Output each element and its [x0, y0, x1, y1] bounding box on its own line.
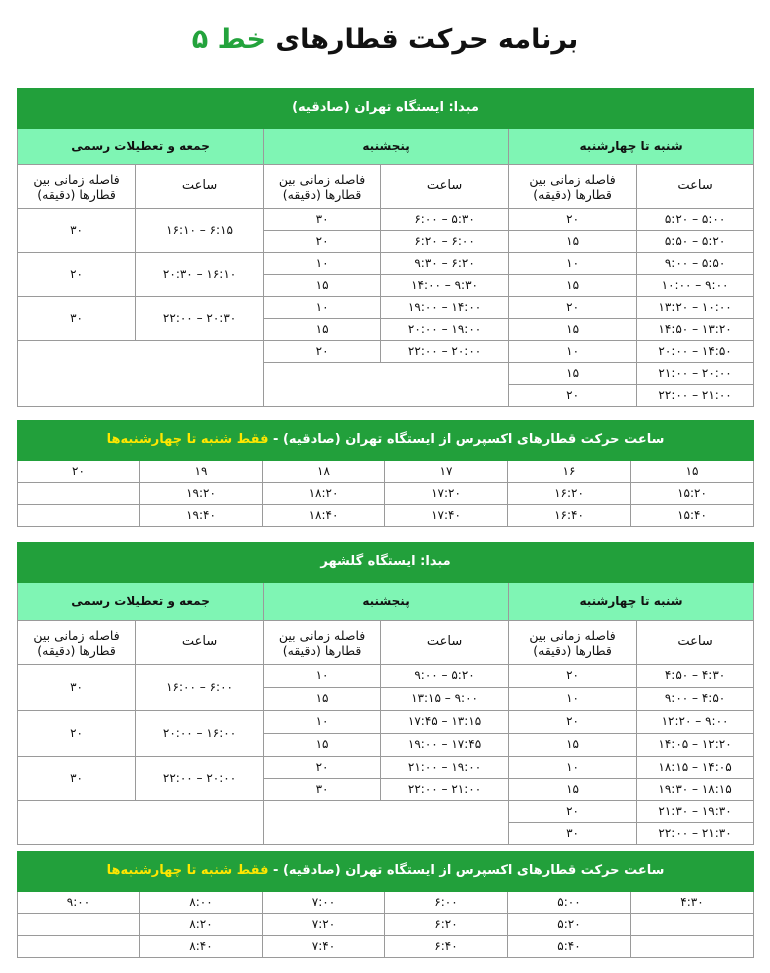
thursday-interval: ۳۰	[264, 779, 381, 801]
thursday-interval: ۲۰	[264, 757, 381, 779]
thursday-time: ۲۰:۰۰ – ۲۲:۰۰	[381, 341, 509, 363]
express-table-sadeghieh-1	[17, 420, 754, 527]
thursday-interval: ۲۰	[264, 341, 381, 363]
weekday-interval: ۱۵	[509, 231, 637, 253]
weekday-interval: ۱۵	[509, 363, 637, 385]
weekday-interval: ۲۰	[509, 297, 637, 319]
thursday-time: ۱۹:۰۰ – ۲۰:۰۰	[381, 319, 509, 341]
thursday-time: ۱۳:۱۵ – ۱۷:۴۵	[381, 711, 509, 734]
weekday-time: ۲۱:۳۰ – ۲۲:۰۰	[637, 823, 754, 845]
express-time-cell: ۷:۰۰	[263, 892, 385, 914]
express-time-cell	[18, 914, 140, 936]
thursday-interval: ۱۵	[264, 319, 381, 341]
column-header-time: ساعت	[637, 165, 754, 209]
express-time-cell: ۱۵:۴۰	[631, 505, 754, 527]
express-time-cell	[631, 914, 754, 936]
express-time-cell: ۱۷:۴۰	[385, 505, 508, 527]
title-line-number: خط ۵	[191, 24, 266, 55]
weekday-interval: ۲۰	[509, 385, 637, 407]
express-row	[18, 914, 754, 936]
weekday-time: ۹:۰۰ – ۱۲:۲۰	[637, 711, 754, 734]
weekday-interval: ۲۰	[509, 711, 637, 734]
holiday-time: ۲۰:۳۰ – ۲۲:۰۰	[136, 297, 264, 341]
express-header	[18, 421, 754, 461]
express-header-note: فقط شنبه تا چهارشنبه‌ها	[106, 863, 269, 879]
thursday-time: ۲۱:۰۰ – ۲۲:۰۰	[381, 779, 509, 801]
column-header-row	[18, 621, 754, 665]
express-header	[18, 852, 754, 892]
weekday-time: ۱۳:۲۰ – ۱۴:۵۰	[637, 319, 754, 341]
weekday-interval: ۲۰	[509, 665, 637, 688]
weekday-interval: ۱۰	[509, 341, 637, 363]
schedule-table-sadeghieh	[17, 88, 754, 407]
thursday-interval: ۱۰	[264, 711, 381, 734]
table-row	[18, 253, 754, 275]
express-time-cell: ۱۹:۲۰	[140, 483, 263, 505]
thursday-interval: ۱۵	[264, 734, 381, 757]
express-time-cell	[631, 936, 754, 958]
express-time-cell: ۵:۴۰	[508, 936, 631, 958]
column-header-time: ساعت	[136, 621, 264, 665]
column-header-interval: فاصله زمانی بین قطارها (دقیقه)	[18, 621, 136, 665]
table-row	[18, 801, 754, 823]
express-time-cell: ۸:۴۰	[140, 936, 263, 958]
express-time-cell: ۱۷	[385, 461, 508, 483]
express-time-cell: ۵:۲۰	[508, 914, 631, 936]
holiday-empty-cell	[18, 341, 264, 407]
thursday-time: ۹:۳۰ – ۱۴:۰۰	[381, 275, 509, 297]
column-header-interval: فاصله زمانی بین قطارها (دقیقه)	[509, 621, 637, 665]
holiday-interval: ۳۰	[18, 757, 136, 801]
weekday-time: ۵:۵۰ – ۹:۰۰	[637, 253, 754, 275]
express-time-cell: ۸:۲۰	[140, 914, 263, 936]
thursday-time: ۵:۲۰ – ۹:۰۰	[381, 665, 509, 688]
express-time-cell: ۴:۳۰	[631, 892, 754, 914]
weekday-time: ۴:۳۰ – ۴:۵۰	[637, 665, 754, 688]
weekday-interval: ۲۰	[509, 209, 637, 231]
thursday-empty-cell	[264, 801, 509, 845]
table-row	[18, 341, 754, 363]
thursday-interval: ۲۰	[264, 231, 381, 253]
express-time-cell: ۱۹:۴۰	[140, 505, 263, 527]
column-header-time: ساعت	[637, 621, 754, 665]
schedule-table-golshahr	[17, 542, 754, 845]
column-header-interval: فاصله زمانی بین قطارها (دقیقه)	[264, 621, 381, 665]
weekday-time: ۱۰:۰۰ – ۱۳:۲۰	[637, 297, 754, 319]
thursday-time: ۶:۲۰ – ۹:۳۰	[381, 253, 509, 275]
weekday-time: ۹:۰۰ – ۱۰:۰۰	[637, 275, 754, 297]
table-row	[18, 757, 754, 779]
section-header-row	[18, 89, 754, 129]
weekday-interval: ۱۵	[509, 275, 637, 297]
holiday-time: ۱۶:۱۰ – ۲۰:۳۰	[136, 253, 264, 297]
express-time-cell: ۷:۲۰	[263, 914, 385, 936]
express-row	[18, 936, 754, 958]
weekday-interval: ۱۵	[509, 319, 637, 341]
table-row	[18, 665, 754, 688]
thursday-interval: ۱۰	[264, 297, 381, 319]
weekday-time: ۱۴:۰۵ – ۱۸:۱۵	[637, 757, 754, 779]
thursday-time: ۱۴:۰۰ – ۱۹:۰۰	[381, 297, 509, 319]
column-header-interval: فاصله زمانی بین قطارها (دقیقه)	[509, 165, 637, 209]
table-row	[18, 209, 754, 231]
holiday-interval: ۳۰	[18, 297, 136, 341]
express-time-cell: ۹:۰۰	[18, 892, 140, 914]
weekday-interval: ۲۰	[509, 801, 637, 823]
express-time-cell: ۱۸:۴۰	[263, 505, 385, 527]
table-row	[18, 711, 754, 734]
express-row	[18, 483, 754, 505]
express-time-cell: ۲۰	[18, 461, 140, 483]
section-header: مبدا: ایستگاه گلشهر	[18, 543, 754, 583]
table-row	[18, 297, 754, 319]
holiday-time: ۶:۰۰ – ۱۶:۰۰	[136, 665, 264, 711]
weekday-time: ۵:۲۰ – ۵:۵۰	[637, 231, 754, 253]
express-time-cell: ۱۸:۲۰	[263, 483, 385, 505]
express-row	[18, 461, 754, 483]
weekday-interval: ۱۰	[509, 253, 637, 275]
weekday-time: ۱۲:۲۰ – ۱۴:۰۵	[637, 734, 754, 757]
express-header-note: فقط شنبه تا چهارشنبه‌ها	[106, 432, 269, 448]
thursday-time: ۱۹:۰۰ – ۲۱:۰۰	[381, 757, 509, 779]
weekday-time: ۲۱:۰۰ – ۲۲:۰۰	[637, 385, 754, 407]
weekday-interval: ۱۵	[509, 734, 637, 757]
express-time-cell	[18, 483, 140, 505]
express-table-sadeghieh-2	[17, 851, 754, 958]
express-time-cell: ۱۷:۲۰	[385, 483, 508, 505]
weekday-interval: ۱۵	[509, 779, 637, 801]
weekday-interval: ۱۰	[509, 688, 637, 711]
express-time-cell: ۵:۰۰	[508, 892, 631, 914]
weekday-time: ۱۴:۵۰ – ۲۰:۰۰	[637, 341, 754, 363]
group-header-row	[18, 129, 754, 165]
group-header-thursday: پنجشنبه	[264, 583, 509, 621]
group-header-thursday: پنجشنبه	[264, 129, 509, 165]
column-header-interval: فاصله زمانی بین قطارها (دقیقه)	[264, 165, 381, 209]
thursday-interval: ۱۵	[264, 688, 381, 711]
express-time-cell: ۱۹	[140, 461, 263, 483]
holiday-time: ۱۶:۰۰ – ۲۰:۰۰	[136, 711, 264, 757]
express-time-cell: ۶:۴۰	[385, 936, 508, 958]
express-time-cell: ۱۶:۲۰	[508, 483, 631, 505]
holiday-time: ۲۰:۰۰ – ۲۲:۰۰	[136, 757, 264, 801]
thursday-time: ۹:۰۰ – ۱۳:۱۵	[381, 688, 509, 711]
weekday-interval: ۱۰	[509, 757, 637, 779]
express-row	[18, 505, 754, 527]
express-time-cell: ۱۶	[508, 461, 631, 483]
weekday-interval: ۳۰	[509, 823, 637, 845]
column-header-time: ساعت	[136, 165, 264, 209]
group-header-weekday: شنبه تا چهارشنبه	[509, 583, 754, 621]
holiday-interval: ۳۰	[18, 665, 136, 711]
express-row	[18, 892, 754, 914]
group-header-holiday: جمعه و تعطیلات رسمی	[18, 583, 264, 621]
holiday-time: ۶:۱۵ – ۱۶:۱۰	[136, 209, 264, 253]
section-header-row	[18, 543, 754, 583]
holiday-interval: ۲۰	[18, 253, 136, 297]
holiday-interval: ۳۰	[18, 209, 136, 253]
group-header-weekday: شنبه تا چهارشنبه	[509, 129, 754, 165]
express-time-cell: ۱۵:۲۰	[631, 483, 754, 505]
weekday-time: ۱۸:۱۵ – ۱۹:۳۰	[637, 779, 754, 801]
express-time-cell: ۷:۴۰	[263, 936, 385, 958]
thursday-time: ۱۷:۴۵ – ۱۹:۰۰	[381, 734, 509, 757]
title-main: برنامه حرکت قطارهای	[275, 24, 579, 55]
thursday-time: ۵:۳۰ – ۶:۰۰	[381, 209, 509, 231]
holiday-empty-cell	[18, 801, 264, 845]
express-header-text: ساعت حرکت قطارهای اکسپرس از ایستگاه تهران (صادقیه) -	[268, 863, 665, 879]
express-time-cell: ۱۵	[631, 461, 754, 483]
weekday-time: ۱۹:۳۰ – ۲۱:۳۰	[637, 801, 754, 823]
express-header-row	[18, 421, 754, 461]
section-header: مبدا: ایستگاه تهران (صادقیه)	[18, 89, 754, 129]
express-time-cell	[18, 505, 140, 527]
group-header-holiday: جمعه و تعطیلات رسمی	[18, 129, 264, 165]
thursday-interval: ۱۰	[264, 665, 381, 688]
page-title	[0, 24, 770, 55]
column-header-time: ساعت	[381, 165, 509, 209]
weekday-time: ۴:۵۰ – ۹:۰۰	[637, 688, 754, 711]
weekday-time: ۲۰:۰۰ – ۲۱:۰۰	[637, 363, 754, 385]
thursday-interval: ۱۵	[264, 275, 381, 297]
thursday-interval: ۱۰	[264, 253, 381, 275]
thursday-interval: ۳۰	[264, 209, 381, 231]
column-header-time: ساعت	[381, 621, 509, 665]
thursday-time: ۶:۰۰ – ۶:۲۰	[381, 231, 509, 253]
express-time-cell: ۶:۰۰	[385, 892, 508, 914]
express-time-cell: ۶:۲۰	[385, 914, 508, 936]
express-time-cell	[18, 936, 140, 958]
express-time-cell: ۱۶:۴۰	[508, 505, 631, 527]
express-header-row	[18, 852, 754, 892]
holiday-interval: ۲۰	[18, 711, 136, 757]
express-time-cell: ۸:۰۰	[140, 892, 263, 914]
column-header-row	[18, 165, 754, 209]
thursday-empty-cell	[264, 363, 509, 407]
weekday-time: ۵:۰۰ – ۵:۲۰	[637, 209, 754, 231]
group-header-row	[18, 583, 754, 621]
column-header-interval: فاصله زمانی بین قطارها (دقیقه)	[18, 165, 136, 209]
express-header-text: ساعت حرکت قطارهای اکسپرس از ایستگاه تهران (صادقیه) -	[268, 432, 665, 448]
express-time-cell: ۱۸	[263, 461, 385, 483]
